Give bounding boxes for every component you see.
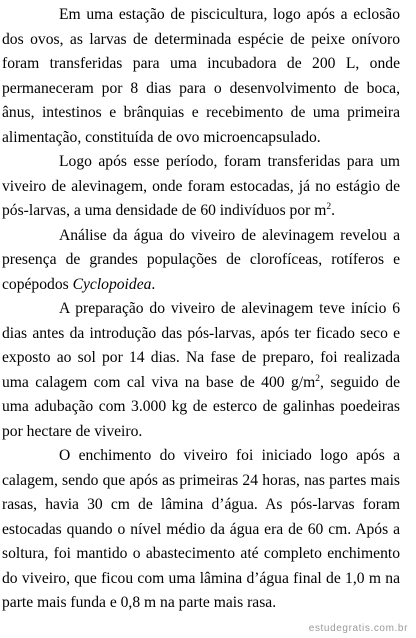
paragraph-4-text: A preparação do viveiro de alevinagem teve início 6 dias antes da introdução das pós-larvas, após ter ficado seco e exposto ao sol por 14 dias. Na fase de preparo, foi realizada uma calagem com cal viva na base de 400 g/m [2,300,400,391]
paragraph-2 [2,150,400,224]
watermark: estudegratis.com.br [308,623,408,634]
paragraph-3-text: Análise da água do viveiro de alevinagem revelou a presença de grandes populações de clorofíceas, rotíferos e copépodos [2,226,400,293]
document-body [2,3,400,616]
paragraph-3 [2,224,400,298]
paragraph-4-end: , seguido de uma adubação com 3.000 kg de esterco de galinhas poedeiras por hectare de viveiro. [2,373,400,440]
paragraph-3-end: . [151,275,156,293]
superscript-2: 2 [315,373,321,384]
paragraph-2-text: Logo após esse período, foram transferidas para um viveiro de alevinagem, onde foram estocadas, já no estágio de pós-larvas, a uma densidade de 60 indivíduos por m [2,153,400,219]
superscript-2: 2 [326,201,332,212]
paragraph-2-end: . [331,202,336,219]
paragraph-5-text: O enchimento do viveiro foi iniciado logo após a calagem, sendo que após as primeiras 24 horas, nas partes mais rasas, havia 30 cm de lâmina d’água. As pós-larvas foram estocadas quando o nível médio da água era de 60 cm. Após a soltura, foi mantido o abastecimento até completo enchimento do viveiro, que ficou com uma lâmina d’água final de 1,0 m na parte mais funda e 0,8 m na parte mais rasa. [2,447,400,611]
paragraph-1 [2,3,400,150]
paragraph-5 [2,444,400,616]
paragraph-4 [2,297,400,444]
species-name: Cyclopoidea [72,275,152,293]
paragraph-1-text: Em uma estação de piscicultura, logo após a eclosão dos ovos, as larvas de determinada espécie de peixe onívoro foram transferidas para uma incubadora de 200 L, onde permaneceram por 8 dias para o desenvolvimento de boca, ânus, intestinos e brânquias e recebimento de uma primeira alimentação, constituída de ovo microencapsulado. [2,6,400,146]
